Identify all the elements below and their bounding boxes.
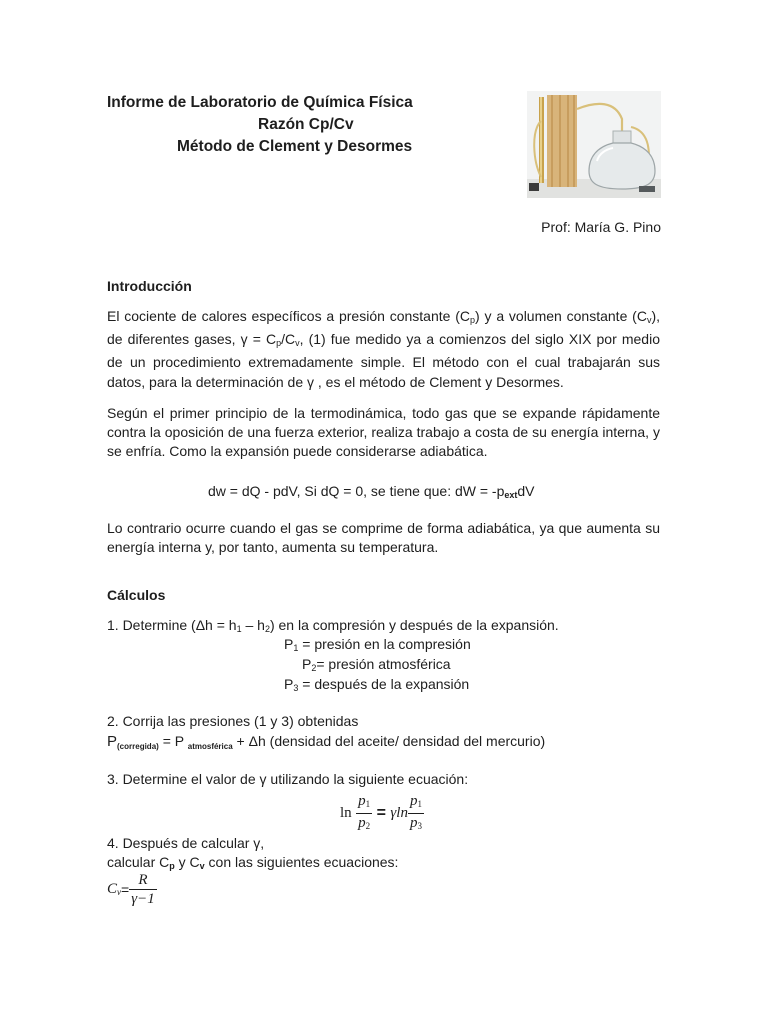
equation-sub-ext: ext — [504, 490, 518, 500]
fraction-r-gamma — [129, 872, 157, 907]
step1-text-c: ) en la compresión y después de la expansión. — [269, 617, 559, 633]
formula-sub-corregida: (corregida) — [117, 742, 159, 751]
p1-sub-v: v — [646, 315, 652, 325]
step4-text-a: calcular C — [107, 854, 170, 870]
step1-text-b: – h — [241, 617, 265, 633]
calc-heading: Cálculos — [107, 587, 166, 603]
step-4: 4. Después de calcular γ, — [107, 835, 265, 851]
p1-sub-p2: p — [276, 338, 282, 349]
step4-sub-v: v — [199, 861, 205, 871]
cv-equation — [107, 872, 157, 907]
p1-text-d: /C — [281, 331, 296, 348]
formula-p: P — [107, 733, 118, 750]
fraction-p1-p2 — [356, 793, 372, 834]
work-equation — [208, 482, 535, 505]
p1-sub: 1 — [293, 643, 299, 653]
fraction-gamma-denominator: γ−1 — [131, 891, 155, 907]
report-subtitle: Razón Cp/Cv — [258, 116, 354, 133]
num2-sub: 1 — [417, 799, 422, 809]
corrected-pressure-formula — [107, 732, 545, 756]
den1-sub: 2 — [365, 821, 371, 831]
step1-text-a: 1. Determine (Δh = h — [107, 617, 237, 633]
author-line: Prof: María G. Pino — [541, 219, 661, 235]
gamma-equation — [340, 793, 424, 834]
step1-sub-2: 2 — [264, 624, 270, 634]
equation-text-a: dw = dQ - pdV, Si dQ = 0, se tiene que: dW = -p — [208, 483, 505, 499]
formula-rest: + Δh (densidad del aceite/ densidad del mercurio) — [232, 733, 546, 749]
intro-paragraph-1 — [107, 307, 660, 392]
step-3: 3. Determine el valor de γ utilizando la siguiente ecuación: — [107, 771, 469, 787]
gamma-eq-gamma-ln: γln — [390, 805, 408, 821]
p1-desc: = presión en la compresión — [298, 636, 471, 652]
cv-sub: v — [117, 887, 122, 897]
den1-p: p — [358, 815, 366, 831]
apparatus-illustration — [527, 91, 661, 198]
p3-definition — [284, 675, 469, 698]
equation-text-b: dV — [517, 483, 535, 499]
fraction-p1-p3-denominator — [408, 814, 424, 834]
cv-letter: C — [107, 881, 118, 897]
step4-text-b: y C — [174, 854, 200, 870]
step4-text-c: con las siguientes ecuaciones: — [204, 854, 399, 870]
p3-desc: = después de la expansión — [298, 676, 470, 692]
num1-p: p — [358, 793, 366, 809]
cv-equals: = — [121, 881, 130, 898]
p1-sub-p: p — [470, 315, 476, 325]
step1-sub-1: 1 — [236, 624, 242, 634]
p2-symbol: P — [302, 656, 312, 672]
num2-p: p — [409, 793, 418, 809]
apparatus-photo — [527, 91, 661, 198]
gamma-eq-ln: ln — [340, 805, 352, 821]
fraction-r-numerator: R — [129, 872, 157, 890]
intro-paragraph-3: Lo contrario ocurre cuando el gas se comprime de forma adiabática, ya que aumenta su energía interna y, por tanto, aumenta su temperatura. — [107, 520, 660, 556]
den2-sub: 3 — [417, 821, 422, 831]
gamma-eq-equals: = — [376, 804, 386, 822]
method-title: Método de Clement y Desormes — [177, 138, 413, 155]
p2-sub: 2 — [311, 663, 317, 673]
report-title: Informe de Laboratorio de Química Física — [107, 94, 413, 111]
p1-text-c: ), de diferentes gases, γ = C — [107, 308, 660, 348]
formula-eq: = P — [158, 733, 188, 749]
fraction-p1-p3-numerator — [408, 793, 424, 814]
p1-sub-v2: v — [295, 338, 300, 349]
intro-paragraph-2: Según el primer principio de la termodinámica, todo gas que se expande rápidamente contra la oposición de una fuerza exterior, realiza trabajo a costa de su energía interna, y se enfría. Como la expansión puede considerarse adiabática. — [107, 405, 660, 460]
step4-sub-p: p — [169, 861, 175, 871]
den2-p: p — [409, 815, 418, 831]
p1-symbol: P — [284, 636, 294, 652]
formula-sub-atmosferica: atmosférica — [187, 742, 233, 751]
p1-text-a: El cociente de calores específicos a presión constante (C — [107, 308, 471, 324]
step-2: 2. Corrija las presiones (1 y 3) obtenidas — [107, 713, 359, 729]
p1-text-b: ) y a volumen constante (C — [475, 308, 647, 324]
cv-symbol — [107, 881, 121, 897]
fraction-p1-p2-numerator — [356, 793, 372, 814]
p3-symbol: P — [284, 676, 294, 692]
intro-heading: Introducción — [107, 278, 192, 294]
p3-sub: 3 — [293, 683, 299, 693]
fraction-p1-p2-denominator — [356, 814, 372, 834]
p2-desc: = presión atmosférica — [316, 656, 451, 672]
p1-text-e: , (1) fue medido ya a comienzos del siglo XIX por medio de un procedimiento extremadamente simple. El método con el cual trabajarán sus datos, para la determinación de γ , es el método de Clement y Desormes. — [107, 331, 660, 390]
fraction-p1-p3 — [408, 793, 424, 834]
num1-sub: 1 — [365, 799, 371, 809]
